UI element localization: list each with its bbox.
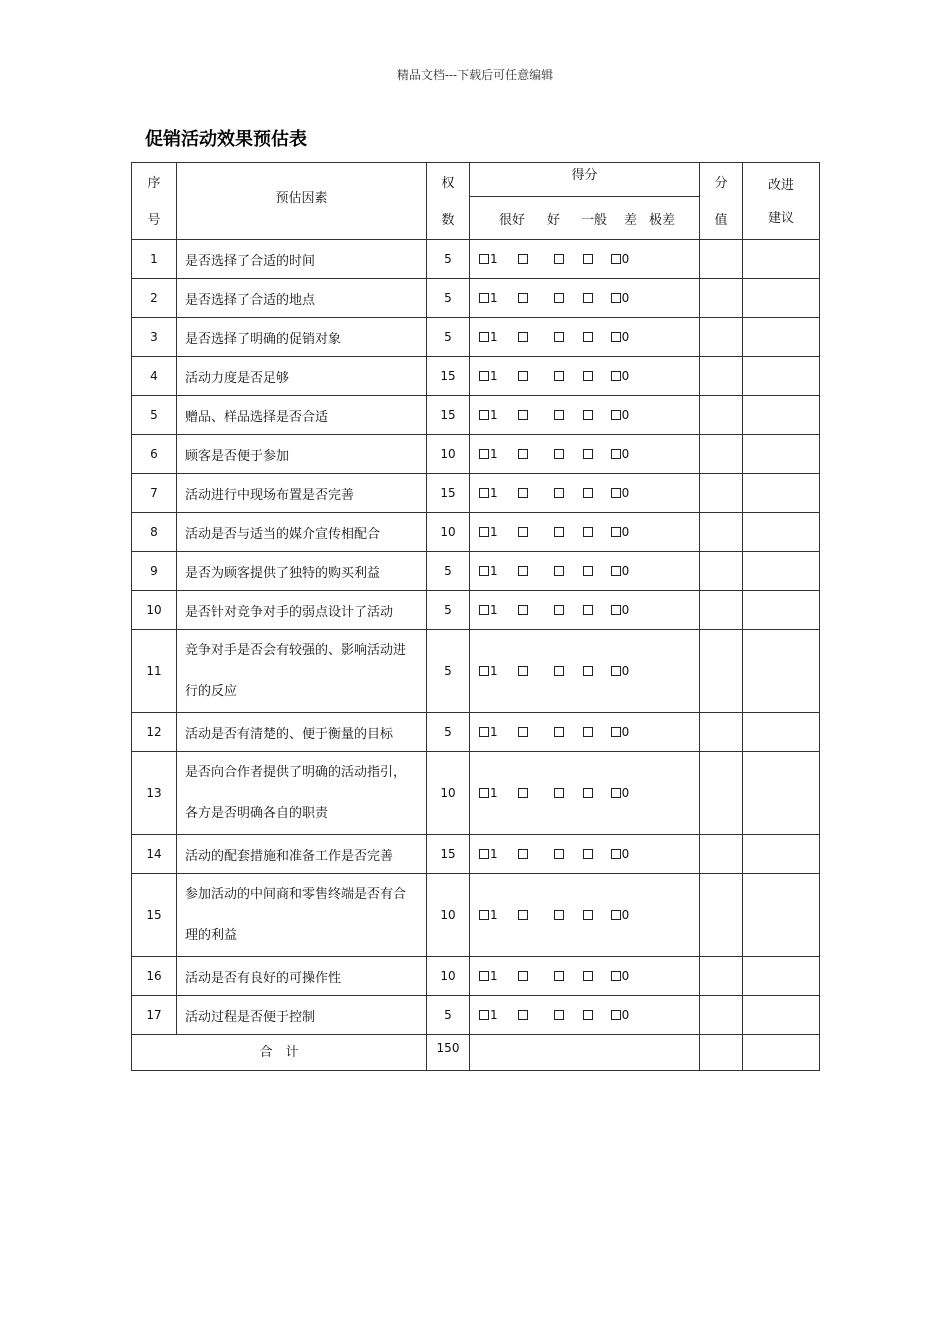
score-checkbox-label: 1	[490, 525, 498, 539]
row-suggestion-cell[interactable]	[743, 957, 820, 996]
score-checkbox-label: 0	[621, 525, 630, 539]
header-suggestion	[743, 163, 820, 240]
row-index: 15	[132, 874, 177, 957]
row-factor: 活动是否有清楚的、便于衡量的目标	[177, 713, 427, 752]
row-factor: 活动是否有良好的可操作性	[177, 957, 427, 996]
row-weight: 10	[427, 957, 470, 996]
score-checkbox-label: 0	[621, 291, 630, 305]
table-row	[132, 752, 820, 835]
row-factor: 活动力度是否足够	[177, 357, 427, 396]
score-checkbox[interactable]	[479, 910, 489, 920]
score-checkbox-label: 1	[490, 603, 498, 617]
row-index: 17	[132, 996, 177, 1035]
row-score-options	[470, 874, 700, 957]
score-checkbox[interactable]	[518, 788, 528, 798]
row-value-cell[interactable]	[700, 318, 743, 357]
row-index: 10	[132, 591, 177, 630]
score-checkbox[interactable]	[518, 910, 528, 920]
row-score-options	[470, 474, 700, 513]
row-index: 12	[132, 713, 177, 752]
table-row	[132, 513, 820, 552]
row-factor: 是否选择了合适的地点	[177, 279, 427, 318]
row-value-cell[interactable]	[700, 240, 743, 279]
score-checkbox[interactable]	[611, 254, 621, 264]
score-checkbox[interactable]	[479, 488, 489, 498]
score-checkbox[interactable]	[611, 1010, 621, 1020]
row-value-cell[interactable]	[700, 591, 743, 630]
row-score-options	[470, 591, 700, 630]
total-value-cell[interactable]	[700, 1035, 743, 1071]
score-checkbox[interactable]	[611, 605, 621, 615]
total-label: 合 计	[132, 1035, 427, 1071]
header-score	[470, 163, 700, 240]
score-checkbox[interactable]	[583, 410, 593, 420]
score-checkbox[interactable]	[554, 527, 564, 537]
row-index: 7	[132, 474, 177, 513]
score-checkbox-label: 0	[621, 447, 630, 461]
table-header-row	[132, 163, 820, 240]
row-factor: 参加活动的中间商和零售终端是否有合理的利益	[177, 874, 427, 957]
score-checkbox[interactable]	[518, 254, 528, 264]
score-checkbox-label: 1	[490, 664, 498, 678]
score-checkbox[interactable]	[554, 605, 564, 615]
score-checkbox-label: 1	[490, 969, 498, 983]
score-checkbox[interactable]	[554, 971, 564, 981]
row-value-cell[interactable]	[700, 957, 743, 996]
score-checkbox[interactable]	[479, 449, 489, 459]
score-checkbox[interactable]	[554, 1010, 564, 1020]
score-checkbox-label: 0	[621, 847, 630, 861]
row-suggestion-cell[interactable]	[743, 752, 820, 835]
row-factor: 是否选择了明确的促销对象	[177, 318, 427, 357]
evaluation-table	[131, 162, 820, 1071]
score-checkbox[interactable]	[611, 371, 621, 381]
score-checkbox[interactable]	[583, 849, 593, 859]
score-checkbox-label: 1	[490, 369, 498, 383]
score-checkbox-label: 1	[490, 330, 498, 344]
score-checkbox-label: 0	[621, 486, 630, 500]
row-weight: 5	[427, 240, 470, 279]
score-checkbox-label: 1	[490, 847, 498, 861]
row-index: 3	[132, 318, 177, 357]
row-weight: 5	[427, 591, 470, 630]
score-checkbox[interactable]	[554, 727, 564, 737]
score-checkbox[interactable]	[583, 332, 593, 342]
score-checkbox[interactable]	[583, 527, 593, 537]
score-checkbox[interactable]	[479, 1010, 489, 1020]
row-score-options	[470, 752, 700, 835]
row-value-cell[interactable]	[700, 435, 743, 474]
score-checkbox-label: 1	[490, 564, 498, 578]
header-weight-bottom: 数	[441, 213, 455, 228]
page-header-note: 精品文档---下载后可任意编辑	[396, 68, 554, 82]
score-checkbox[interactable]	[479, 666, 489, 676]
row-index: 16	[132, 957, 177, 996]
score-checkbox[interactable]	[583, 488, 593, 498]
row-index: 2	[132, 279, 177, 318]
row-score-options	[470, 835, 700, 874]
row-score-options	[470, 318, 700, 357]
row-index: 4	[132, 357, 177, 396]
row-score-options	[470, 357, 700, 396]
table-row	[132, 591, 820, 630]
score-checkbox[interactable]	[583, 449, 593, 459]
row-value-cell[interactable]	[700, 835, 743, 874]
score-checkbox-label: 0	[621, 408, 630, 422]
header-value-bottom: 值	[714, 213, 728, 228]
row-value-cell[interactable]	[700, 279, 743, 318]
header-factor	[177, 163, 427, 240]
score-checkbox[interactable]	[583, 254, 593, 264]
table-row	[132, 240, 820, 279]
score-checkbox[interactable]	[518, 410, 528, 420]
level-very-poor: 极差	[648, 212, 675, 228]
score-checkbox-label: 1	[490, 786, 498, 800]
score-checkbox[interactable]	[479, 293, 489, 303]
score-checkbox[interactable]	[554, 449, 564, 459]
table-row	[132, 318, 820, 357]
table-row	[132, 474, 820, 513]
row-value-cell[interactable]	[700, 474, 743, 513]
row-weight: 10	[427, 513, 470, 552]
row-factor: 赠品、样品选择是否合适	[177, 396, 427, 435]
row-weight: 5	[427, 279, 470, 318]
row-suggestion-cell[interactable]	[743, 279, 820, 318]
score-checkbox[interactable]	[518, 332, 528, 342]
score-checkbox[interactable]	[583, 1010, 593, 1020]
score-checkbox[interactable]	[518, 1010, 528, 1020]
row-factor: 顾客是否便于参加	[177, 435, 427, 474]
score-checkbox[interactable]	[554, 566, 564, 576]
row-weight: 15	[427, 396, 470, 435]
score-checkbox[interactable]	[479, 254, 489, 264]
score-checkbox-label: 0	[621, 252, 630, 266]
row-index: 13	[132, 752, 177, 835]
score-checkbox[interactable]	[554, 788, 564, 798]
score-checkbox[interactable]	[611, 971, 621, 981]
score-checkbox[interactable]	[583, 605, 593, 615]
score-checkbox[interactable]	[583, 727, 593, 737]
score-checkbox[interactable]	[554, 371, 564, 381]
document-title: 促销活动效果预估表	[145, 129, 307, 150]
score-checkbox[interactable]	[518, 527, 528, 537]
score-checkbox-label: 1	[490, 252, 498, 266]
table-row	[132, 957, 820, 996]
total-score-cell[interactable]	[470, 1035, 700, 1071]
table-row	[132, 552, 820, 591]
header-factor-label: 预估因素	[275, 190, 328, 206]
header-value	[700, 163, 743, 240]
total-row	[132, 1035, 820, 1071]
score-checkbox[interactable]	[554, 849, 564, 859]
row-suggestion-cell[interactable]	[743, 396, 820, 435]
row-weight: 10	[427, 752, 470, 835]
row-suggestion-cell[interactable]	[743, 552, 820, 591]
score-checkbox[interactable]	[611, 566, 621, 576]
row-suggestion-cell[interactable]	[743, 996, 820, 1035]
score-checkbox-label: 1	[490, 291, 498, 305]
row-weight: 10	[427, 435, 470, 474]
row-factor: 是否针对竞争对手的弱点设计了活动	[177, 591, 427, 630]
row-weight: 15	[427, 835, 470, 874]
score-checkbox[interactable]	[479, 605, 489, 615]
header-index-bottom: 号	[147, 213, 161, 228]
table-row	[132, 874, 820, 957]
row-factor: 是否为顾客提供了独特的购买利益	[177, 552, 427, 591]
score-checkbox[interactable]	[611, 910, 621, 920]
score-checkbox[interactable]	[554, 488, 564, 498]
row-score-options	[470, 552, 700, 591]
level-poor: 差	[623, 212, 637, 228]
row-weight: 5	[427, 318, 470, 357]
row-suggestion-cell[interactable]	[743, 591, 820, 630]
table-row	[132, 435, 820, 474]
score-checkbox[interactable]	[583, 910, 593, 920]
row-weight: 5	[427, 630, 470, 713]
score-checkbox[interactable]	[479, 727, 489, 737]
score-checkbox-label: 0	[621, 603, 630, 617]
score-checkbox[interactable]	[479, 410, 489, 420]
score-checkbox-label: 0	[621, 1008, 630, 1022]
score-checkbox[interactable]	[554, 666, 564, 676]
row-index: 1	[132, 240, 177, 279]
row-index: 11	[132, 630, 177, 713]
score-checkbox[interactable]	[518, 666, 528, 676]
row-suggestion-cell[interactable]	[743, 835, 820, 874]
header-suggestion-top: 改进	[767, 178, 794, 193]
score-checkbox[interactable]	[611, 293, 621, 303]
score-checkbox[interactable]	[518, 566, 528, 576]
row-score-options	[470, 630, 700, 713]
row-value-cell[interactable]	[700, 752, 743, 835]
score-checkbox[interactable]	[518, 605, 528, 615]
score-checkbox[interactable]	[611, 727, 621, 737]
score-checkbox[interactable]	[479, 788, 489, 798]
row-value-cell[interactable]	[700, 552, 743, 591]
score-checkbox-label: 1	[490, 908, 498, 922]
row-score-options	[470, 435, 700, 474]
row-index: 14	[132, 835, 177, 874]
row-index: 5	[132, 396, 177, 435]
score-checkbox-label: 0	[621, 786, 630, 800]
header-index-top: 序	[147, 176, 161, 191]
score-checkbox[interactable]	[583, 566, 593, 576]
level-average: 一般	[580, 212, 607, 228]
row-weight: 15	[427, 474, 470, 513]
total-suggestion-cell[interactable]	[743, 1035, 820, 1071]
score-checkbox-label: 0	[621, 564, 630, 578]
score-checkbox[interactable]	[554, 332, 564, 342]
score-checkbox-label: 0	[621, 369, 630, 383]
score-checkbox[interactable]	[611, 849, 621, 859]
table-row	[132, 713, 820, 752]
row-factor: 活动是否与适当的媒介宣传相配合	[177, 513, 427, 552]
score-checkbox[interactable]	[611, 332, 621, 342]
row-index: 6	[132, 435, 177, 474]
row-factor: 活动过程是否便于控制	[177, 996, 427, 1035]
score-checkbox[interactable]	[479, 371, 489, 381]
row-value-cell[interactable]	[700, 874, 743, 957]
level-good: 好	[547, 212, 561, 228]
row-suggestion-cell[interactable]	[743, 357, 820, 396]
row-weight: 15	[427, 357, 470, 396]
row-score-options	[470, 279, 700, 318]
row-suggestion-cell[interactable]	[743, 630, 820, 713]
table-row	[132, 357, 820, 396]
header-weight	[427, 163, 470, 240]
row-score-options	[470, 996, 700, 1035]
row-suggestion-cell[interactable]	[743, 318, 820, 357]
score-checkbox[interactable]	[518, 293, 528, 303]
row-suggestion-cell[interactable]	[743, 435, 820, 474]
header-weight-top: 权	[441, 176, 455, 191]
row-value-cell[interactable]	[700, 996, 743, 1035]
row-factor: 是否向合作者提供了明确的活动指引，各方是否明确各自的职责	[177, 752, 427, 835]
total-weight: 150	[427, 1035, 470, 1071]
row-value-cell[interactable]	[700, 357, 743, 396]
score-checkbox-label: 1	[490, 447, 498, 461]
row-suggestion-cell[interactable]	[743, 474, 820, 513]
score-checkbox[interactable]	[554, 293, 564, 303]
level-very-good: 很好	[499, 212, 526, 228]
row-suggestion-cell[interactable]	[743, 240, 820, 279]
score-checkbox-label: 0	[621, 330, 630, 344]
score-checkbox[interactable]	[583, 293, 593, 303]
table-row	[132, 835, 820, 874]
score-checkbox[interactable]	[479, 971, 489, 981]
row-factor: 竞争对手是否会有较强的、影响活动进行的反应	[177, 630, 427, 713]
row-suggestion-cell[interactable]	[743, 713, 820, 752]
row-index: 9	[132, 552, 177, 591]
row-weight: 5	[427, 552, 470, 591]
score-checkbox-label: 1	[490, 408, 498, 422]
score-checkbox[interactable]	[479, 566, 489, 576]
score-checkbox[interactable]	[583, 788, 593, 798]
score-checkbox[interactable]	[554, 410, 564, 420]
score-checkbox[interactable]	[518, 449, 528, 459]
row-value-cell[interactable]	[700, 630, 743, 713]
score-checkbox[interactable]	[611, 488, 621, 498]
score-checkbox[interactable]	[479, 332, 489, 342]
score-checkbox-label: 1	[490, 486, 498, 500]
score-checkbox-label: 0	[621, 664, 630, 678]
score-checkbox-label: 0	[621, 725, 630, 739]
score-checkbox-label: 1	[490, 1008, 498, 1022]
row-score-options	[470, 513, 700, 552]
header-score-label: 得分	[470, 163, 699, 197]
row-factor: 活动的配套措施和准备工作是否完善	[177, 835, 427, 874]
row-weight: 10	[427, 874, 470, 957]
header-score-levels	[470, 197, 699, 239]
score-checkbox[interactable]	[611, 449, 621, 459]
score-checkbox-label: 1	[490, 725, 498, 739]
score-checkbox-label: 0	[621, 908, 630, 922]
row-value-cell[interactable]	[700, 396, 743, 435]
row-score-options	[470, 957, 700, 996]
table-row	[132, 996, 820, 1035]
row-value-cell[interactable]	[700, 513, 743, 552]
score-checkbox[interactable]	[583, 971, 593, 981]
score-checkbox[interactable]	[479, 527, 489, 537]
score-checkbox[interactable]	[611, 410, 621, 420]
score-checkbox[interactable]	[518, 371, 528, 381]
score-checkbox[interactable]	[479, 849, 489, 859]
row-suggestion-cell[interactable]	[743, 874, 820, 957]
table-row	[132, 630, 820, 713]
row-score-options	[470, 240, 700, 279]
score-checkbox[interactable]	[583, 371, 593, 381]
row-factor: 活动进行中现场布置是否完善	[177, 474, 427, 513]
score-checkbox[interactable]	[611, 666, 621, 676]
header-suggestion-bottom: 建议	[767, 211, 794, 226]
score-checkbox[interactable]	[518, 849, 528, 859]
score-checkbox[interactable]	[554, 254, 564, 264]
score-checkbox[interactable]	[554, 910, 564, 920]
row-factor: 是否选择了合适的时间	[177, 240, 427, 279]
row-score-options	[470, 396, 700, 435]
header-value-top: 分	[714, 176, 728, 191]
row-suggestion-cell[interactable]	[743, 513, 820, 552]
table-row	[132, 279, 820, 318]
row-value-cell[interactable]	[700, 713, 743, 752]
score-checkbox[interactable]	[518, 971, 528, 981]
score-checkbox[interactable]	[611, 527, 621, 537]
row-weight: 5	[427, 713, 470, 752]
score-checkbox[interactable]	[518, 488, 528, 498]
score-checkbox[interactable]	[611, 788, 621, 798]
score-checkbox[interactable]	[518, 727, 528, 737]
header-index	[132, 163, 177, 240]
score-checkbox-label: 0	[621, 969, 630, 983]
score-checkbox[interactable]	[583, 666, 593, 676]
row-weight: 5	[427, 996, 470, 1035]
table-row	[132, 396, 820, 435]
row-index: 8	[132, 513, 177, 552]
row-score-options	[470, 713, 700, 752]
